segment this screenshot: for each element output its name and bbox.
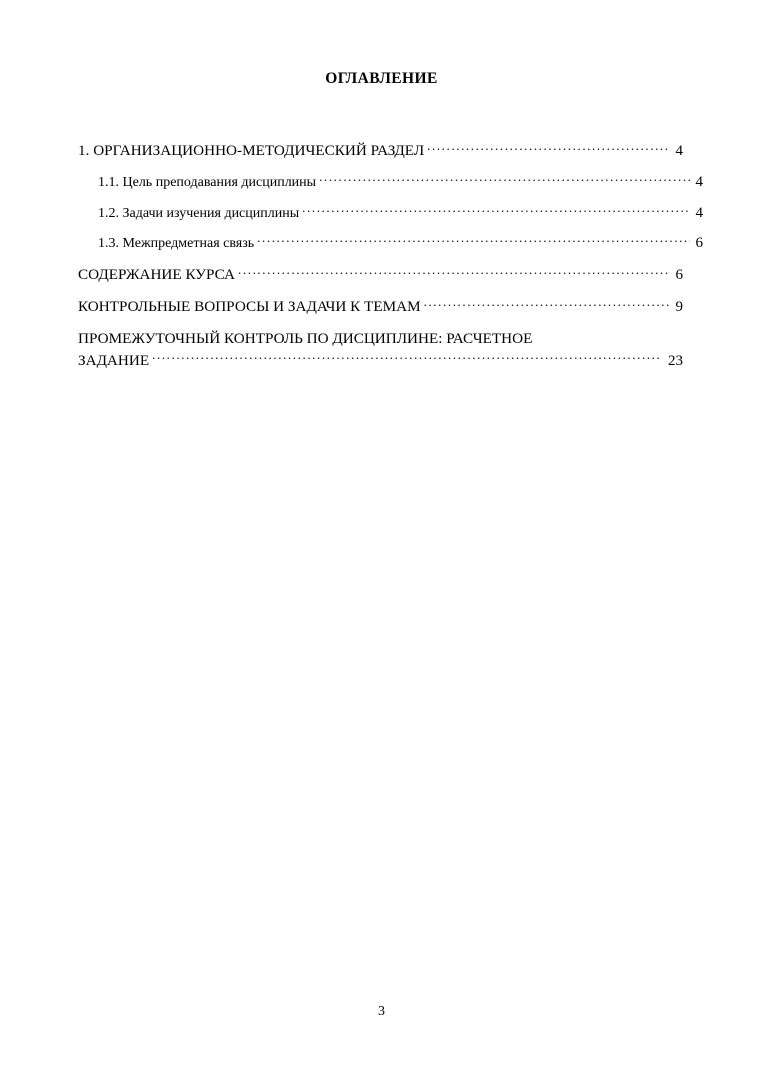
toc-entry-label-line1: ПРОМЕЖУТОЧНЫЙ КОНТРОЛЬ ПО ДИСЦИПЛИНЕ: РАСЧЕТНОЕ: [78, 330, 533, 348]
toc-entry-label: СОДЕРЖАНИЕ КУРСА: [78, 266, 236, 284]
toc-entry-page: 6: [695, 235, 703, 252]
toc-entry-label: 1. ОРГАНИЗАЦИОННО-МЕТОДИЧЕСКИЙ РАЗДЕЛ: [78, 142, 425, 160]
page-title: ОГЛАВЛЕНИЕ: [325, 70, 438, 87]
toc-leader-dots: [427, 140, 669, 155]
toc-leader-dots: [152, 350, 662, 365]
toc-entry-page: 23: [668, 353, 683, 370]
toc-entry[interactable]: [78, 203, 703, 223]
toc-entry-page: 4: [675, 143, 683, 160]
toc-entry[interactable]: [78, 328, 683, 373]
toc-entry[interactable]: [78, 233, 703, 253]
toc-entry-page: 4: [695, 204, 703, 221]
toc-entry[interactable]: [78, 172, 703, 192]
toc-entry-label: КОНТРОЛЬНЫЕ ВОПРОСЫ И ЗАДАЧИ К ТЕМАМ: [78, 298, 421, 316]
toc-leader-dots: [302, 203, 689, 217]
toc-entry-page: 9: [675, 299, 683, 316]
toc-entry-page: 6: [675, 267, 683, 284]
table-of-contents: [78, 140, 703, 384]
toc-entry[interactable]: [78, 264, 683, 285]
toc-entry-label: 1.3. Межпредметная связь: [98, 236, 255, 252]
toc-leader-dots: [424, 296, 670, 311]
toc-entry-label: 1.2. Задачи изучения дисциплины: [98, 205, 300, 221]
toc-entry-label-line2: ЗАДАНИЕ: [78, 352, 150, 370]
toc-entry-page: 4: [695, 173, 703, 190]
page-folio: 3: [378, 1004, 385, 1019]
toc-leader-dots: [257, 233, 689, 247]
toc-entry[interactable]: [78, 140, 683, 161]
toc-leader-dots: [319, 172, 689, 186]
toc-entry[interactable]: [78, 296, 683, 317]
toc-leader-dots: [238, 264, 669, 279]
toc-entry-label: 1.1. Цель преподавания дисциплины: [98, 174, 317, 190]
